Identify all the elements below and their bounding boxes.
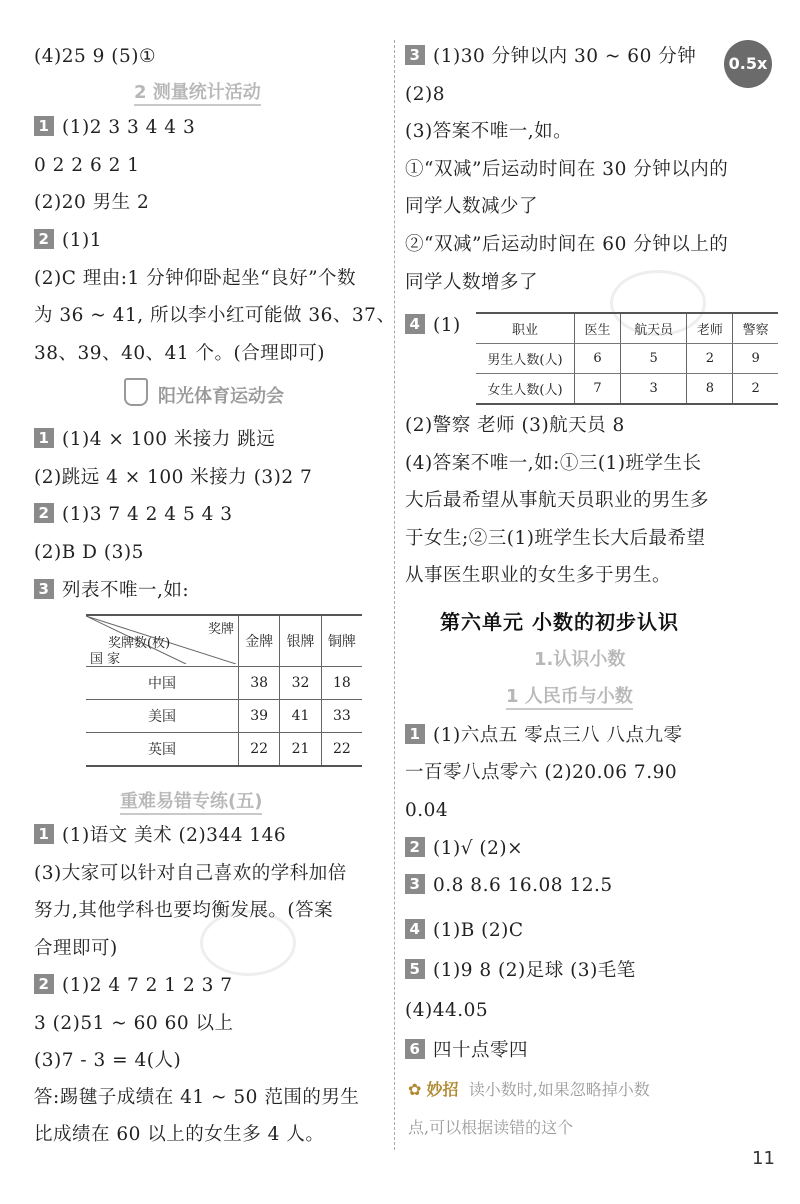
tip-line: 点,可以根据读错的这个 xyxy=(408,1118,574,1137)
section-title: 重难易错专练(五) xyxy=(120,787,262,813)
question-number: 3 xyxy=(405,874,425,894)
answer-line: (2)跳远 4 × 100 米接力 (3)2 7 xyxy=(34,467,313,488)
answer-line: 0.04 xyxy=(405,800,449,821)
question-number: 1 xyxy=(34,824,54,844)
table-header: 警察 xyxy=(733,313,778,344)
answer-line: (4)答案不唯一,如:①三(1)班学生长 xyxy=(405,453,702,474)
lightbulb-icon: ✿ xyxy=(408,1080,422,1099)
answer-line: 2 (1)3 7 4 2 4 5 4 3 xyxy=(34,502,233,528)
answer-line: (4)44.05 xyxy=(405,1000,489,1021)
question-number: 1 xyxy=(34,116,54,136)
answer-line: 38、39、40、41 个。(合理即可) xyxy=(34,343,325,364)
answer-line: 同学人数减少了 xyxy=(405,196,539,217)
question-number: 2 xyxy=(34,229,54,249)
question-number: 4 xyxy=(405,314,425,334)
answer-line: 为 36 ~ 41, 所以李小红可能做 36、37、 xyxy=(34,305,396,326)
table-header: 银牌 xyxy=(280,615,321,667)
trophy-icon xyxy=(124,378,148,406)
answer-line: ②“双减”后运动时间在 60 分钟以上的 xyxy=(405,234,729,255)
occupation-table xyxy=(476,312,778,405)
section-title: 2 测量统计活动 xyxy=(134,78,261,104)
question-number: 2 xyxy=(405,837,425,857)
answer-line: (2)B D (3)5 xyxy=(34,542,144,563)
answer-line: 从事医生职业的女生多于男生。 xyxy=(405,565,672,586)
answer-line: 0 2 2 6 2 1 xyxy=(34,155,140,176)
answer-line: 1 (1)六点五 零点三八 八点九零 xyxy=(405,723,682,749)
answer-line: 2 (1)1 xyxy=(34,228,102,254)
section-title: 1.认识小数 xyxy=(534,649,626,670)
answer-line: 于女生;②三(1)班学生长大后最希望 xyxy=(405,528,706,549)
table-header: 铜牌 xyxy=(321,615,362,667)
table-corner-cell: 奖牌 奖牌数(枚) 国 家 xyxy=(86,615,239,667)
table-header: 医生 xyxy=(575,313,621,344)
answer-line: 2 (1)2 4 7 2 1 2 3 7 xyxy=(34,973,233,999)
answer-line: 3 (2)51 ~ 60 60 以上 xyxy=(34,1013,234,1034)
zoom-badge[interactable]: 0.5x xyxy=(724,40,772,88)
answer-line: 2 (1)√ (2)× xyxy=(405,836,523,862)
table-row: 英国 22 21 22 xyxy=(86,733,362,767)
table-row: 女生人数(人) 7 3 8 2 xyxy=(476,374,778,405)
tip-line: ✿ 妙招 读小数时,如果忽略掉小数 xyxy=(408,1080,650,1099)
section-title: 1 人民币与小数 xyxy=(506,682,633,708)
answer-line: 1 (1)2 3 3 4 4 3 xyxy=(34,115,195,141)
answer-line: 1 (1)4 × 100 米接力 跳远 xyxy=(34,427,275,453)
question-number: 3 xyxy=(34,579,54,599)
section-title: 阳光体育运动会 xyxy=(124,378,284,408)
table-header: 航天员 xyxy=(620,313,687,344)
answer-line: 3 列表不唯一,如: xyxy=(34,578,189,604)
answer-line: 3 (1)30 分钟以内 30 ~ 60 分钟 xyxy=(405,44,696,70)
medal-table xyxy=(86,614,362,767)
column-divider xyxy=(394,40,396,1150)
answer-line: 合理即可) xyxy=(34,938,118,959)
answer-line: (3)答案不唯一,如。 xyxy=(405,121,573,142)
answer-line: 1 (1)语文 美术 (2)344 146 xyxy=(34,823,286,849)
question-number: 4 xyxy=(405,919,425,939)
question-number: 5 xyxy=(405,959,425,979)
answer-line: 一百零八点零六 (2)20.06 7.90 xyxy=(405,762,678,783)
answer-line: 5 (1)9 8 (2)足球 (3)毛笔 xyxy=(405,958,636,984)
answer-line: (4)25 9 (5)① xyxy=(34,46,157,67)
answer-line: 4 (1) xyxy=(405,313,461,339)
unit-title: 第六单元 小数的初步认识 xyxy=(440,610,679,634)
answer-line: 大后最希望从事航天员职业的男生多 xyxy=(405,490,710,511)
page-number: 11 xyxy=(752,1148,775,1169)
answer-line: 答:踢毽子成绩在 41 ~ 50 范围的男生 xyxy=(34,1087,360,1108)
answer-line: 3 0.8 8.6 16.08 12.5 xyxy=(405,873,613,899)
answer-line: (3)7 - 3 = 4(人) xyxy=(34,1050,182,1071)
answer-line: 比成绩在 60 以上的女生多 4 人。 xyxy=(34,1124,325,1145)
answer-line: (2)警察 老师 (3)航天员 8 xyxy=(405,415,625,436)
question-number: 2 xyxy=(34,974,54,994)
answer-line: 同学人数增多了 xyxy=(405,272,539,293)
answer-line: 4 (1)B (2)C xyxy=(405,918,524,944)
answer-line: (2)8 xyxy=(405,84,445,105)
table-header: 老师 xyxy=(687,313,733,344)
answer-line: 努力,其他学科也要均衡发展。(答案 xyxy=(34,900,334,921)
question-number: 2 xyxy=(34,503,54,523)
answer-line: (2)C 理由:1 分钟仰卧起坐“良好”个数 xyxy=(34,268,357,289)
tip-label: 妙招 xyxy=(426,1080,459,1099)
question-number: 3 xyxy=(405,45,425,65)
table-row: 男生人数(人) 6 5 2 9 xyxy=(476,344,778,374)
answer-line: (3)大家可以针对自己喜欢的学科加倍 xyxy=(34,863,347,884)
table-row: 美国 39 41 33 xyxy=(86,700,362,733)
answer-line: 6 四十点零四 xyxy=(405,1038,528,1064)
answer-line: (2)20 男生 2 xyxy=(34,192,150,213)
question-number: 1 xyxy=(34,428,54,448)
question-number: 1 xyxy=(405,724,425,744)
answer-line: ①“双减”后运动时间在 30 分钟以内的 xyxy=(405,159,729,180)
table-header: 职业 xyxy=(476,313,575,344)
table-row: 中国 38 32 18 xyxy=(86,667,362,700)
table-header: 金牌 xyxy=(239,615,280,667)
question-number: 6 xyxy=(405,1039,425,1059)
